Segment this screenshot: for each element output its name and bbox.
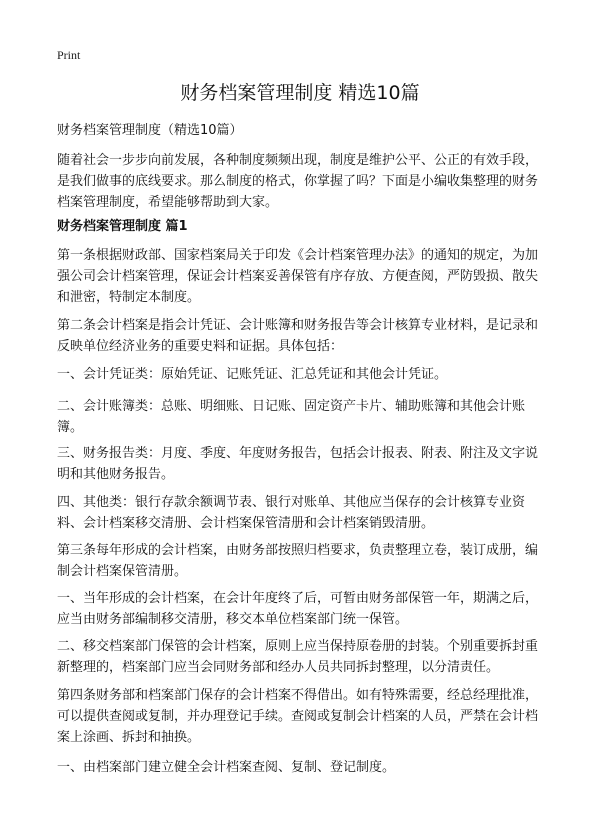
paragraph: 一、当年形成的会计档案，在会计年度终了后，可暂由财务部保管一年，期满之后，应当由财务部编制移交清册，移交本单位档案部门统一保管。: [57, 591, 539, 627]
section-heading: 财务档案管理制度 篇1: [57, 219, 188, 234]
document-subtitle: 财务档案管理制度（精选10篇）: [57, 123, 243, 138]
paragraph: 第三条每年形成的会计档案，由财务部按照归档要求，负责整理立卷，装订成册，编制会计档案保管清册。: [57, 543, 539, 579]
paragraph: 二、移交档案部门保管的会计档案，原则上应当保持原卷册的封装。个别重要拆封重新整理的，档案部门应当会同财务部和经办人员共同拆封整理，以分清责任。: [57, 639, 539, 675]
intro-paragraph: 随着社会一步步向前发展，各种制度频频出现，制度是维护公平、公正的有效手段，是我们做事的底线要求。那么制度的格式，你掌握了吗？下面是小编收集整理的财务档案管理制度，希望能够帮助到大家。: [57, 153, 539, 210]
paragraph: 第四条财务部和档案部门保存的会计档案不得借出。如有特殊需要，经总经理批准，可以提供查阅或复制，并办理登记手续。查阅或复制会计档案的人员，严禁在会计档案上涂画、拆封和抽换。: [57, 688, 539, 745]
paragraph: 二、会计账簿类：总账、明细账、日记账、固定资产卡片、辅助账簿和其他会计账簿。: [57, 399, 526, 435]
print-label: Print: [57, 48, 81, 62]
paragraph: 一、由档案部门建立健全会计档案查阅、复制、登记制度。: [57, 760, 396, 775]
paragraph: 第一条根据财政部、国家档案局关于印发《会计档案管理办法》的通知的规定，为加强公司会计档案管理，保证会计档案妥善保管有序存放、方便查阅，严防毁损、散失和泄密，特制定本制度。: [57, 248, 539, 305]
paragraph: 第二条会计档案是指会计凭证、会计账簿和财务报告等会计核算专业材料，是记录和反映单位经济业务的重要史料和证据。具体包括：: [57, 318, 539, 354]
paragraph: 三、财务报告类：月度、季度、年度财务报告，包括会计报表、附表、附注及文字说明和其他财务报告。: [57, 446, 539, 482]
paragraph: 一、会计凭证类：原始凭证、记账凭证、汇总凭证和其他会计凭证。: [57, 367, 448, 382]
page-title: 财务档案管理制度 精选10篇: [180, 82, 420, 104]
paragraph: 四、其他类：银行存款余额调节表、银行对账单、其他应当保存的会计核算专业资料、会计档案移交清册、会计档案保管清册和会计档案销毁清册。: [57, 495, 526, 531]
